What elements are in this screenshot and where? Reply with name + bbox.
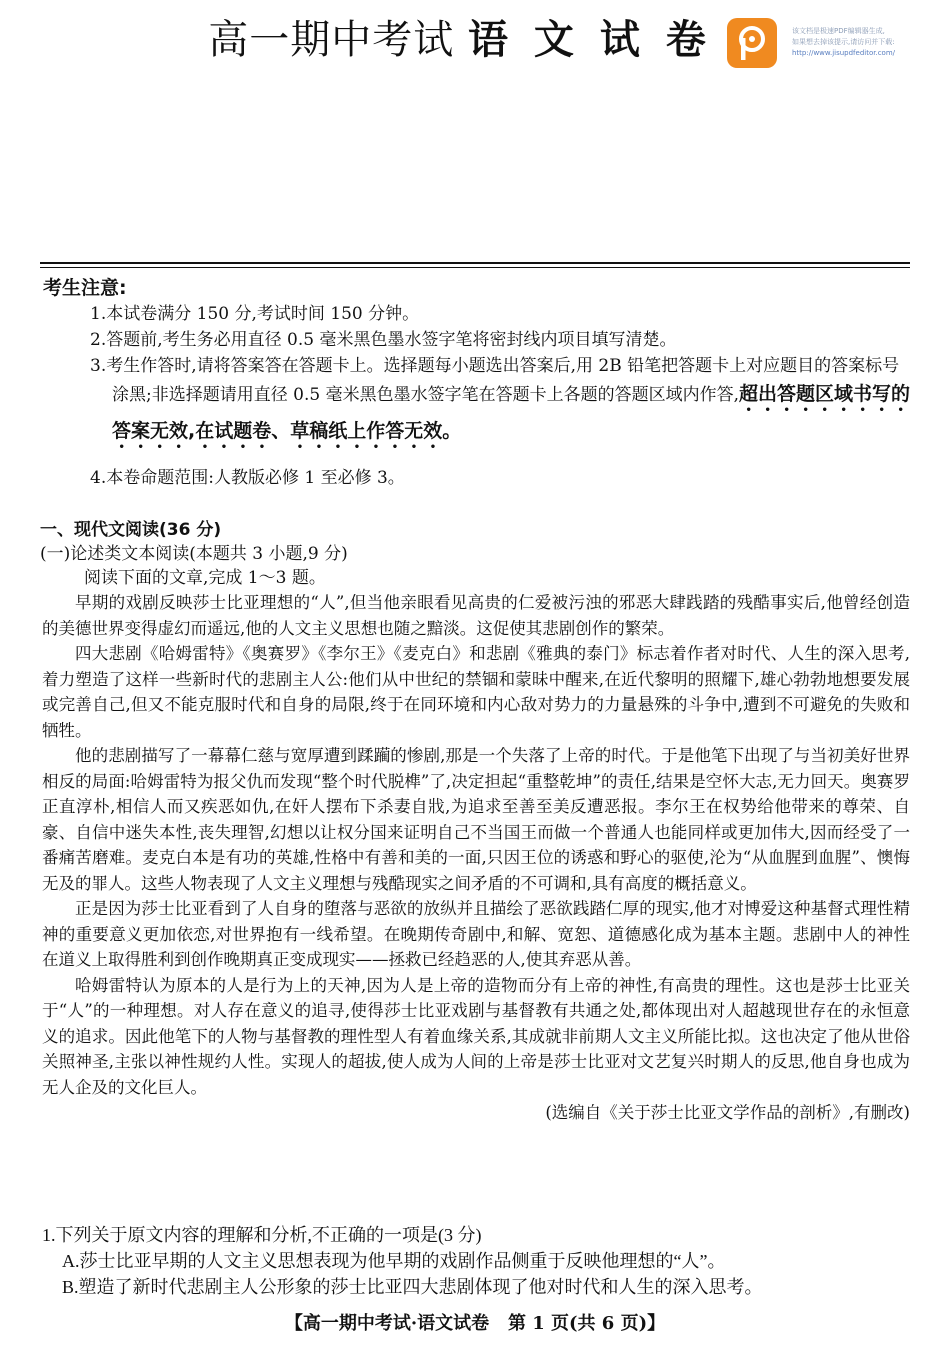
question-1 bbox=[42, 1222, 910, 1300]
footer-dot: · bbox=[410, 1313, 418, 1334]
top-rule-thick bbox=[40, 262, 910, 264]
article-source: (选编自《关于莎士比亚文学作品的剖析》,有删改) bbox=[545, 1103, 910, 1122]
article-paragraph-3: 他的悲剧描写了一幕幕仁慈与宽厚遭到蹂躏的惨剧,那是一个失落了上帝的时代。于是他笔下出现了与当初美好世界相反的局面:哈姆雷特为报父仇而发现“整个时代脱榫”了,决定担起“重整乾坤”的责任,结果是空怀大志,无力回天。奥赛罗正直淳朴,相信人而又疾恶如仇,在奸人摆布下杀妻自戕,为追求至善至美反遭恶报。李尔王在权势给他带来的尊荣、自豪、自信中迷失本性,丧失理智,幻想以让权分国来证明自己不当国王而做一个普通人也能同样或更加伟大,因而经受了一番痛苦磨难。麦克白本是有功的英雄,性格中有善和美的一面,只因王位的诱惑和野心的驱使,沦为“从血腥到血腥”、懊悔无及的罪人。这些人物表现了人文主义理想与残酷现实之间矛盾的不可调和,具有高度的概括意义。 bbox=[42, 746, 910, 893]
footer-exam: 高一期中考试 bbox=[302, 1313, 411, 1334]
p-logo-icon bbox=[735, 24, 769, 62]
section-headings bbox=[40, 518, 910, 590]
article-paragraph-1: 早期的戏剧反映莎士比亚理想的“人”,但当他亲眼看见高贵的仁爱被污浊的邪恶大肆践踏的残酷事实后,他曾经创造的美德世界变得虚幻而遥远,他的人文主义思想也随之黯淡。这促使其悲剧创作的繁荣。 bbox=[42, 593, 910, 638]
top-rule-thin bbox=[40, 267, 910, 268]
title-subject: 语 文 试 卷 bbox=[467, 17, 712, 63]
question-1-stem: 1.下列关于原文内容的理解和分析,不正确的一项是(3 分) bbox=[42, 1225, 482, 1245]
article-body bbox=[42, 590, 910, 1126]
notice-item-3-emphasis: 超出答题区域书写的答案无效,在试题卷、草稿纸上作答无效。 bbox=[112, 383, 910, 442]
footer-close-bracket: 】 bbox=[647, 1313, 666, 1334]
watermark-line-2: 如果想去掉该提示,请访问并下载: bbox=[792, 38, 895, 46]
article-paragraph-4: 正是因为莎士比亚看到了人自身的堕落与恶欲的放纵并且描绘了恶欲践踏仁厚的现实,他才对博爱这种基督式理性精神的重要意义更加依恋,对世界抱有一线希望。在晚期传奇剧中,和解、宽恕、道德感化成为基本主题。悲剧中人的神性在道义上取得胜利到创作晚期真正变成现实——拯救已经趋恶的人,使其弃恶从善。 bbox=[42, 899, 910, 969]
footer-page-number: 第 1 页(共 6 页) bbox=[507, 1313, 648, 1334]
notice-item-3-text: 3.考生作答时,请将答案答在答题卡上。选择题每小题选出答案后,用 2B 铅笔把答题卡上对应题目的答案标号涂黑;非选择题请用直径 0.5 毫米黑色墨水签字笔在答题卡上各题的答题区域内作答, bbox=[90, 356, 900, 405]
question-1-option-a: A.莎士比亚早期的人文主义思想表现为他早期的戏剧作品侧重于反映他理想的“人”。 bbox=[62, 1251, 726, 1271]
notice-item-3 bbox=[90, 353, 915, 453]
notice-item-1: 1.本试卷满分 150 分,考试时间 150 分钟。 bbox=[90, 304, 420, 324]
pdf-editor-logo bbox=[727, 18, 777, 68]
watermark-line-1: 该文档是极速PDF编辑器生成, bbox=[792, 27, 885, 35]
watermark-url: http://www.jisupdfeditor.com/ bbox=[792, 49, 896, 57]
page-footer bbox=[0, 1311, 950, 1337]
instruction: 阅读下面的文章,完成 1～3 题。 bbox=[84, 568, 326, 588]
question-1-option-b: B.塑造了新时代悲剧主人公形象的莎士比亚四大悲剧体现了他对时代和人生的深入思考。 bbox=[62, 1277, 763, 1297]
section-heading: 一、现代文阅读(36 分) bbox=[40, 520, 222, 540]
notice-item-2: 2.答题前,考生务必用直径 0.5 毫米黑色墨水签字笔将密封线内项目填写清楚。 bbox=[90, 330, 677, 350]
sub-heading: (一)论述类文本阅读(本题共 3 小题,9 分) bbox=[40, 544, 348, 564]
title-regular: 高一期中考试 bbox=[208, 17, 455, 63]
notice-title: 考生注意: bbox=[43, 277, 127, 299]
page-title bbox=[200, 14, 720, 66]
footer-open-bracket: 【 bbox=[284, 1313, 303, 1334]
notice-list bbox=[90, 301, 915, 491]
article-paragraph-5: 哈姆雷特认为原本的人是行为上的天神,因为人是上帝的造物而分有上帝的神性,有高贵的理性。这也是莎士比亚关于“人”的一种理想。对人存在意义的追寻,使得莎士比亚戏剧与基督教有共通之处,都体现出对人超越现世存在的永恒意义的追求。因此他笔下的人物与基督教的理性型人有着血缘关系,其成就非前期人文主义所能比拟。这也决定了他从世俗关照神圣,主张以神性规约人性。实现人的超拔,使人成为人间的上帝是莎士比亚对文艺复兴时期人的反思,他自身也成为无人企及的文化巨人。 bbox=[42, 975, 910, 1097]
article-paragraph-2: 四大悲剧《哈姆雷特》《奥赛罗》《李尔王》《麦克白》和悲剧《雅典的泰门》标志着作者对时代、人生的深入思考,着力塑造了这样一些新时代的悲剧主人公:他们从中世纪的禁锢和蒙昧中醒来,在近代黎明的照耀下,雄心勃勃地想要发展或完善自己,但又不能克服时代和自身的局限,终于在同环境和内心敌对势力的力量悬殊的斗争中,遭到不可避免的失败和牺牲。 bbox=[42, 644, 910, 740]
footer-subject: 语文试卷 bbox=[417, 1313, 490, 1334]
notice-item-4: 4.本卷命题范围:人教版必修 1 至必修 3。 bbox=[90, 468, 405, 488]
watermark-text bbox=[792, 26, 942, 59]
